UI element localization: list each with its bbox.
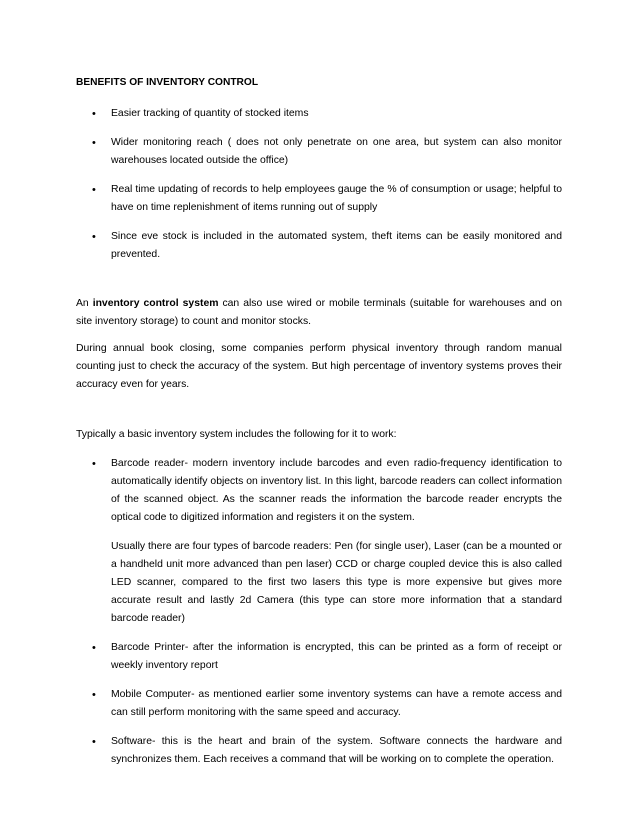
list-item: • Wider monitoring reach ( does not only penetrate on one area, but system can also monitor warehouses located outside the office): [76, 134, 562, 170]
paragraph-basic-system: Typically a basic inventory system includes the following for it to work:: [76, 429, 397, 440]
list-item: • Since eve stock is included in the automated system, theft items can be easily monitored and prevented.: [76, 228, 562, 264]
section-heading: BENEFITS OF INVENTORY CONTROL: [76, 77, 259, 88]
paragraph-inventory-control: [76, 295, 562, 331]
components-list: [76, 455, 562, 527]
paragraph-book-closing: During annual book closing, some companies perform physical inventory through random manual counting just to check the accuracy of the system. But high percentage of inventory systems proves their accuracy even for years.: [76, 343, 562, 390]
list-item: • Easier tracking of quantity of stocked items: [76, 105, 562, 123]
para1-suffix: can also use wired or mobile terminals (suitable for warehouses and on site inventory storage) to count and monitor stocks.: [76, 298, 562, 327]
para1-bold-term: inventory control system: [92, 298, 219, 309]
list-item-barcode-reader: • Barcode reader- modern inventory include barcodes and even radio-frequency identification to automatically identify objects on inventory list. In this light, barcode readers can collect information of the scanned object. As the scanner reads the information the barcode reader encrypts the optical code to digitized information and registers it on the system.: [76, 455, 562, 527]
components-list-continued: [76, 639, 562, 769]
list-item-mobile-computer: • Mobile Computer- as mentioned earlier some inventory systems can have a remote access and can still perform monitoring with the same speed and accuracy.: [76, 686, 562, 722]
benefits-list: [76, 105, 562, 264]
list-item: • Real time updating of records to help employees gauge the % of consumption or usage; helpful to have on time replenishment of items running out of supply: [76, 181, 562, 217]
barcode-types-paragraph: Usually there are four types of barcode readers: Pen (for single user), Laser (can be a mounted or a handheld unit more advanced than pen laser) CCD or charge coupled device this is also called LED scanner, compared to the first two lasers this type is more expensive but gives more accurate result and lastly 2d Camera (this type can store more information that a standard barcode reader): [111, 541, 562, 624]
list-item-barcode-printer: • Barcode Printer- after the information is encrypted, this can be printed as a form of receipt or weekly inventory report: [76, 639, 562, 675]
list-item-software: • Software- this is the heart and brain of the system. Software connects the hardware and synchronizes them. Each receives a command that will be working on to complete the operation.: [76, 733, 562, 769]
para1-prefix: An: [76, 298, 93, 309]
